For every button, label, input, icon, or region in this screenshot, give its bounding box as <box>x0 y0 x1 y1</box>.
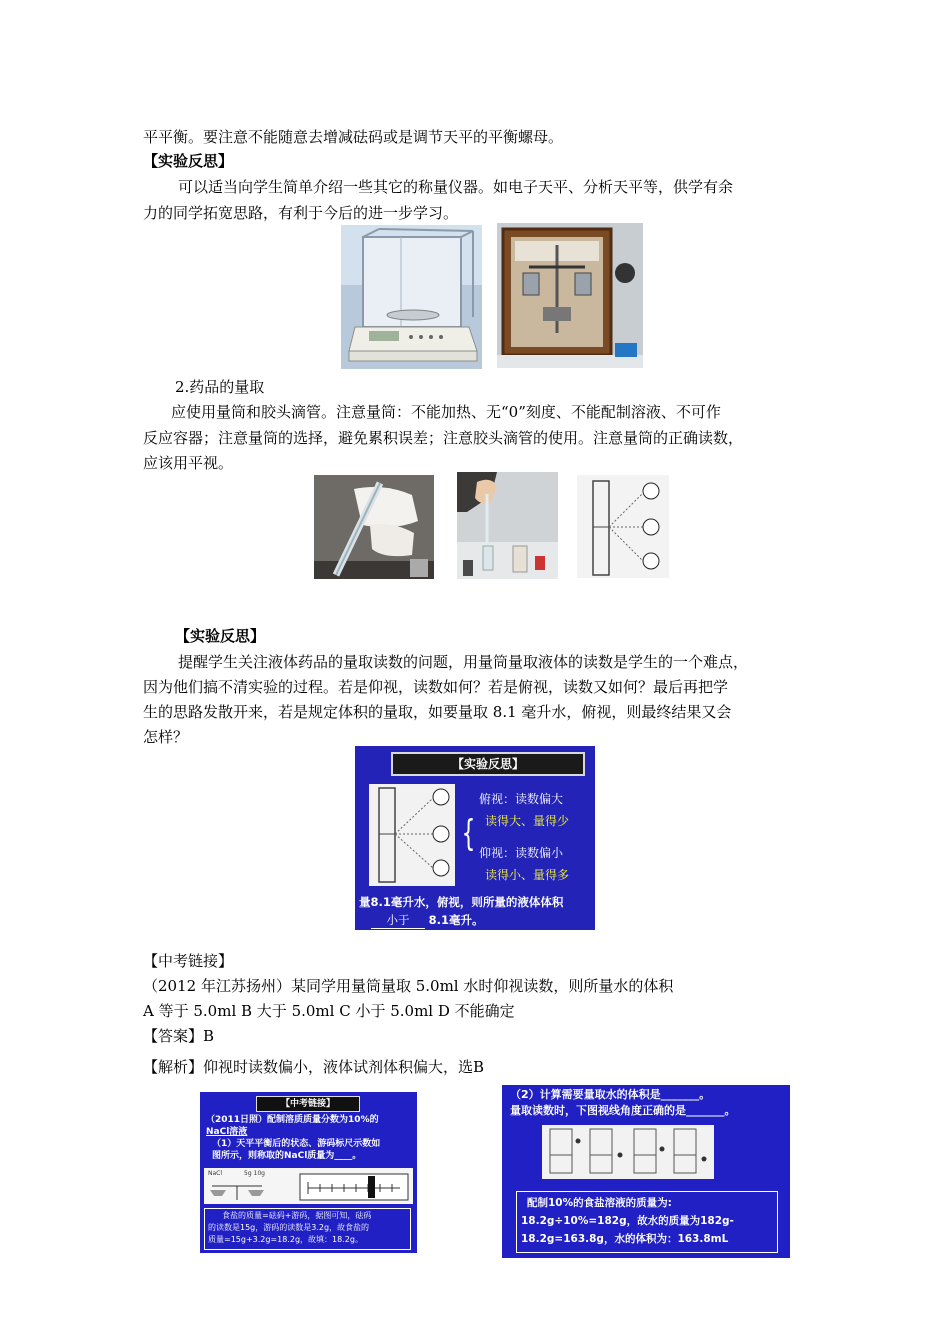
section-heading: 【实验反思】 <box>143 152 234 170</box>
slide-answer-line: 配制10%的食盐溶液的质量为: <box>527 1197 672 1209</box>
answer-text: 【答案】B <box>143 1027 215 1045</box>
question-options: A 等于 5.0ml B 大于 5.0ml C 小于 5.0ml D 不能确定 <box>143 1002 515 1020</box>
subsection-heading: 2.药品的量取 <box>175 378 265 396</box>
slide-answer-line: 18.2g=163.8g，水的体积为：163.8mL <box>521 1233 729 1245</box>
electronic-balance-image <box>341 225 482 369</box>
slide-line: （2）计算需要量取水的体积是_______。 <box>510 1088 711 1101</box>
slide-question: 量8.1毫升水，俯视，则所量的液体体积 <box>359 895 564 909</box>
reading-angle-diagram <box>577 475 669 578</box>
slide-line: （2011日照）配制溶质质量分数为10%的 <box>206 1115 379 1125</box>
paragraph-line: 应使用量筒和胶头滴管。注意量筒：不能加热、无“0”刻度、不能配制溶液、不可作 <box>171 403 721 421</box>
slide-question-block <box>510 1087 736 1119</box>
exam-link-slide <box>200 1092 417 1253</box>
cylinder-diagram <box>369 784 455 886</box>
paragraph-line: 反应容器；注意量筒的选择，避免累积误差；注意胶头滴管的使用。注意量筒的正确读数， <box>143 429 744 447</box>
uplook-reading: 仰视：读数偏小 <box>479 846 564 860</box>
question-text: （2012 年江苏扬州）某同学用量筒量取 5.0ml 水时仰视读数，则所量水的体积 <box>143 977 674 995</box>
uplook-result: 读得小、量得多 <box>485 868 570 882</box>
analysis-text: 【解析】仰视时读数偏小，液体试剂体积偏大，选B <box>143 1058 485 1076</box>
slide-answer-line: 18.2g÷10%=182g，故水的质量为182g- <box>521 1215 734 1227</box>
slide-answer: 小于 <box>371 912 425 929</box>
slide-line: 量取读数时，下图视线角度正确的是_______。 <box>510 1104 736 1117</box>
pouring-cylinder-photo <box>314 475 434 579</box>
slide-line: NaCl溶液 <box>206 1127 248 1137</box>
paragraph-line: 可以适当向学生简单介绍一些其它的称量仪器。如电子天平、分析天平等，供学有余 <box>178 178 734 196</box>
slide-answer-line <box>371 912 484 929</box>
section-heading: 【实验反思】 <box>175 627 266 645</box>
section-heading: 【中考链接】 <box>143 952 234 970</box>
slide-line: （1）天平平衡后的状态、游码标尺示数如 <box>212 1139 381 1149</box>
slide-note <box>204 1208 411 1250</box>
dropper-photo <box>457 472 558 579</box>
slide-answer-box <box>516 1191 778 1253</box>
overlook-reading: 俯视：读数偏大 <box>479 792 564 806</box>
nacl-label: NaCl <box>208 1170 223 1177</box>
slide-note-line: 的读数是15g，游码的读数是3.2g，故食盐的 <box>208 1223 370 1232</box>
slide-title: 【中考链接】 <box>256 1096 360 1112</box>
slide-note-line: 食盐的质量=砝码+游码，据图可知，砝码 <box>222 1211 372 1220</box>
paragraph-line: 应该用平视。 <box>143 454 234 472</box>
slide-title: 【实验反思】 <box>391 752 585 776</box>
paragraph-line: 因为他们搞不清实验的过程。若是仰视，读数如何？若是俯视，读数又如何？最后再把学 <box>143 678 729 696</box>
paragraph-line: 平平衡。要注意不能随意去增减砝码或是调节天平的平衡螺母。 <box>143 128 564 146</box>
paragraph-line: 生的思路发散开来，若是规定体积的量取，如要量取 8.1 毫升水，俯视，则最终结果又会 <box>143 703 732 721</box>
slide-line: 图所示，则称取的NaCl质量为____。 <box>212 1151 362 1161</box>
calculation-slide <box>502 1085 790 1258</box>
overlook-result: 读得大、量得少 <box>485 814 570 828</box>
slide-question-block <box>206 1114 380 1162</box>
weight-label: 5g 10g <box>244 1170 265 1177</box>
balance-and-scale <box>204 1168 413 1204</box>
reading-angle-options <box>542 1125 714 1179</box>
paragraph-line: 力的同学拓宽思路，有利于今后的进一步学习。 <box>143 204 459 222</box>
analytical-balance-image <box>497 223 643 368</box>
slide-answer-tail: 8.1毫升。 <box>428 913 484 927</box>
slide-note-line: 质量=15g+3.2g=18.2g，故填：18.2g。 <box>208 1235 363 1244</box>
reflection-slide <box>355 746 595 930</box>
brace-icon: { <box>461 813 476 854</box>
paragraph-line: 提醒学生关注液体药品的量取读数的问题，用量筒量取液体的读数是学生的一个难点， <box>178 653 749 671</box>
paragraph-line: 怎样？ <box>143 728 189 746</box>
